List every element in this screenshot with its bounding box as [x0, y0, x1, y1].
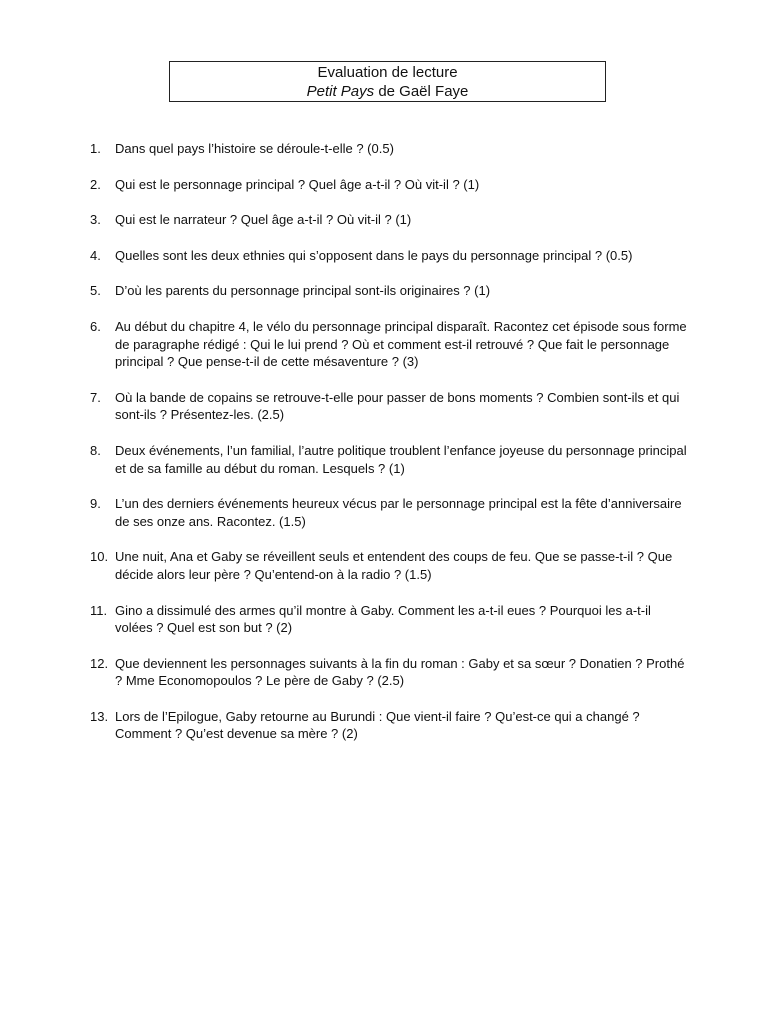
question-item	[90, 318, 690, 371]
question-item	[90, 602, 690, 637]
title-box	[169, 61, 606, 102]
question-text: Dans quel pays l’histoire se déroule-t-elle ? (0.5)	[115, 141, 394, 156]
question-item	[90, 655, 690, 690]
question-text: D’où les parents du personnage principal sont-ils originaires ? (1)	[115, 283, 491, 299]
question-text: Deux événements, l’un familial, l’autre politique troublent l’enfance joyeuse du personnage principal et de sa famille au début du roman. Lesquels ? (1)	[115, 442, 687, 476]
question-item	[90, 389, 690, 424]
question-text: L’un des derniers événements heureux vécus par le personnage principal est la fête d’anniversaire de ses onze ans. Racontez. (1.5)	[115, 496, 682, 529]
question-text: Quelles sont les deux ethnies qui s’opposent dans le pays du personnage principal ? (0.5)	[115, 247, 633, 263]
question-number: 7.	[90, 389, 101, 405]
question-text: Que deviennent les personnages suivants à la fin du roman : Gaby et sa sœur ? Donatien ? Prothé ? Mme Economopoulos ? Le père de Gaby ? (2.5)	[115, 655, 685, 689]
question-text: Où la bande de copains se retrouve-t-elle pour passer de bons moments ? Combien sont-ils et qui sont-ils ? Présentez-les. (2.5)	[115, 389, 680, 423]
question-text: Lors de l’Epilogue, Gaby retourne au Burundi : Que vient-il faire ? Qu’est-ce qui a changé ? Comment ? Qu’est devenue sa mère ? (2)	[115, 708, 640, 742]
question-item	[90, 211, 690, 229]
question-number: 12.	[90, 655, 109, 671]
question-number: 1.	[90, 141, 101, 156]
question-item	[90, 708, 690, 743]
book-line	[170, 82, 605, 101]
question-item	[90, 442, 690, 477]
question-text: Gino a dissimulé des armes qu’il montre à Gaby. Comment les a-t-il eues ? Pourquoi les a-t-il volées ? Quel est son but ? (2)	[115, 602, 651, 636]
question-item	[90, 548, 690, 583]
question-number: 5.	[90, 283, 101, 299]
question-number: 11.	[90, 602, 108, 618]
document-title: Evaluation de lecture	[317, 64, 458, 81]
question-text: Qui est le narrateur ? Quel âge a-t-il ? Où vit-il ? (1)	[115, 212, 412, 228]
question-number: 6.	[90, 318, 101, 334]
question-number: 2.	[90, 176, 101, 192]
question-item	[90, 282, 690, 300]
question-item	[90, 176, 690, 194]
question-number: 13.	[90, 708, 109, 724]
question-item	[90, 495, 690, 530]
question-text: Une nuit, Ana et Gaby se réveillent seuls et entendent des coups de feu. Que se passe-t-il ? Que décide alors leur père ? Qu’entend-on à la radio ? (1.5)	[115, 549, 673, 582]
book-title: Petit Pays	[306, 83, 375, 100]
question-number: 8.	[90, 442, 101, 458]
question-text: Au début du chapitre 4, le vélo du personnage principal disparaît. Racontez cet épisode sous forme de paragraphe rédigé : Qui le lui prend ? Où et comment est-il retrouvé ? Que fait le personnage principal ? Que pense-t-il de cette mésaventure ? (3)	[115, 318, 687, 370]
question-number: 10.	[90, 549, 109, 565]
question-list	[90, 140, 690, 761]
book-author: de Gaël Faye	[374, 83, 469, 100]
question-text: Qui est le personnage principal ? Quel âge a-t-il ? Où vit-il ? (1)	[115, 176, 480, 192]
question-number: 3.	[90, 212, 101, 228]
question-number: 9.	[90, 496, 101, 512]
question-item	[90, 140, 690, 158]
question-item	[90, 247, 690, 265]
question-number: 4.	[90, 247, 101, 263]
